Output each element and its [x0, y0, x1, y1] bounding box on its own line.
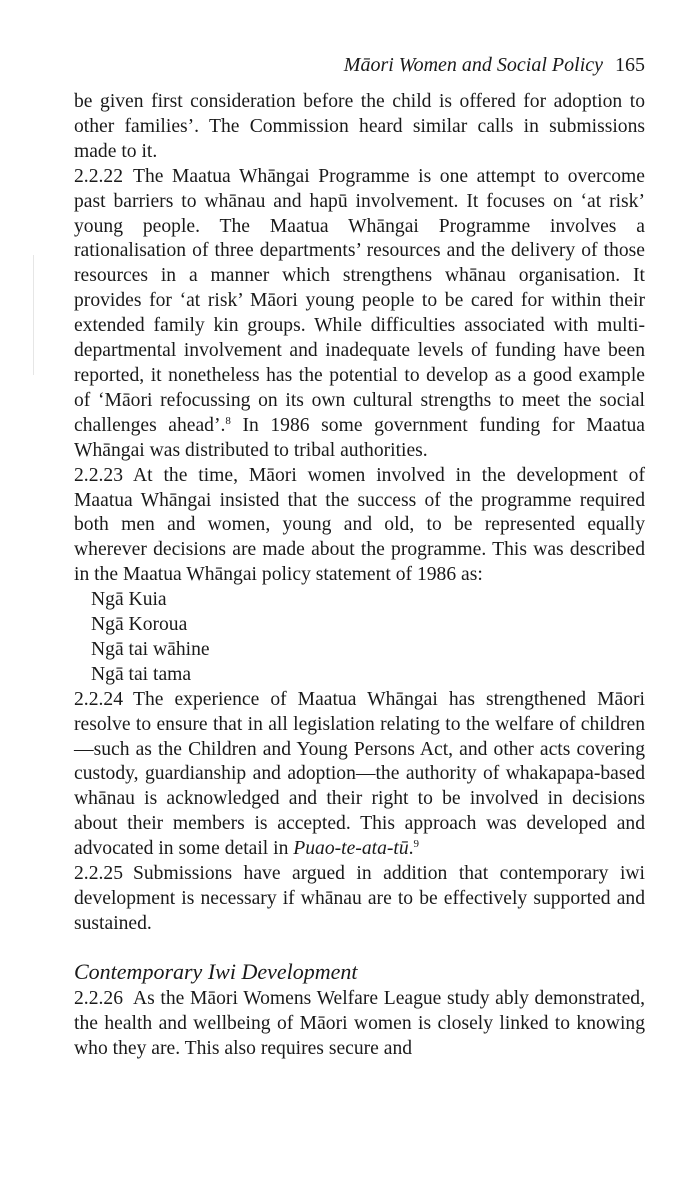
paragraph-number: 2.2.24: [74, 688, 123, 710]
list-item: Ngā tai wāhine: [91, 638, 210, 660]
paragraph-number: 2.2.26: [74, 987, 123, 1009]
footnote-marker: 9: [413, 838, 420, 851]
policy-statement-list: [74, 588, 645, 688]
paragraph-text: Submissions have argued in addition that contemporary iwi development is necessary if whānau are to be effectively supported and sustained.: [74, 863, 645, 934]
paragraph-text: be given first consideration before the child is offered for adoption to other families’. The Commission heard similar calls in submissions made to it.: [74, 91, 645, 162]
paragraph-2-2-23: [74, 464, 645, 589]
paragraph-number: 2.2.25: [74, 863, 123, 885]
sentence-end: .: [408, 838, 414, 860]
paragraph-continuation: [74, 90, 645, 165]
book-page: [74, 52, 645, 1062]
paragraph-2-2-26: [74, 987, 645, 1062]
paragraph-2-2-22: [74, 165, 645, 464]
footnote-marker: 8: [225, 414, 231, 427]
paragraph-text: The Maatua Whāngai Programme is one attempt to overcome past barriers to whānau and hapū involvement. It focuses on ‘at risk’ young people. The Maatua Whāngai Programme involves a rationalisation of three departments’ resources and the delivery of those resources in a manner which strengthens whānau organisation. It provides for ‘at risk’ Māori young people to be cared for within their extended family kin groups. While difficulties associated with multi-departmental involvement and inadequate levels of funding have been reported, it nonetheless has the potential to develop as a good example of ‘Māori refocussing on its own cultural strengths to meet the social challenges ahead’.: [74, 165, 645, 436]
paragraph-2-2-25: [74, 862, 645, 937]
section-heading: Contemporary Iwi Development: [74, 958, 358, 984]
paragraph-text: At the time, Māori women involved in the development of Maatua Whāngai insisted that the success of the programme required both men and women, young and old, to be represented equally wherever decisions are made about the programme. This was described in the Maatua Whāngai policy statement of 1986 as:: [74, 464, 645, 586]
paragraph-text: As the Māori Womens Welfare League study ably demonstrated, the health and wellbeing of Māori women is closely linked to knowing who they are. This also requires secure and: [74, 987, 645, 1059]
running-title: Māori Women and Social Policy: [343, 54, 603, 76]
list-item: Ngā tai tama: [91, 663, 192, 685]
margin-rule: [33, 255, 34, 375]
body-text: [74, 90, 645, 1062]
paragraph-text: In 1986 some government funding for Maatua Whāngai was distributed to tribal authorities.: [74, 414, 645, 461]
paragraph-number: 2.2.22: [74, 165, 123, 187]
running-header: [74, 52, 645, 78]
list-item: Ngā Kuia: [91, 589, 167, 611]
paragraph-number: 2.2.23: [74, 464, 123, 486]
paragraph-2-2-24: [74, 688, 645, 862]
page-number: 165: [615, 54, 645, 76]
cited-title: Puao-te-ata-tū: [293, 838, 409, 860]
list-item: Ngā Koroua: [91, 614, 188, 636]
paragraph-text: The experience of Maatua Whāngai has strengthened Māori resolve to ensure that in all legislation relating to the welfare of children—such as the Children and Young Persons Act, and other acts covering custody, guardianship and adoption—the authority of whakapapa-based whānau is acknowledged and their right to be involved in decisions about their members is accepted. This approach was developed and advocated in some detail in: [74, 688, 645, 860]
